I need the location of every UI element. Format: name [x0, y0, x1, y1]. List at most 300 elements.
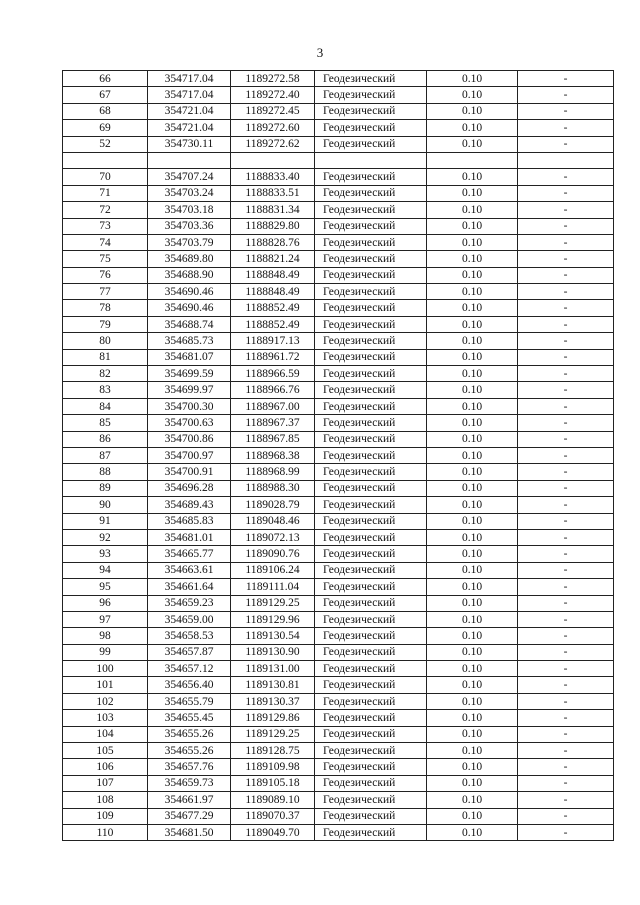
description-cell: - — [518, 726, 614, 742]
description-cell: - — [518, 316, 614, 332]
table-row — [63, 234, 614, 250]
point-number-cell: 87 — [63, 447, 148, 463]
accuracy-cell: 0.10 — [427, 464, 518, 480]
table-row — [63, 152, 614, 168]
table-row — [63, 120, 614, 136]
table-row — [63, 267, 614, 283]
method-cell: Геодезический — [315, 300, 427, 316]
y-coordinate-cell: 1189090.76 — [231, 546, 315, 562]
accuracy-cell: 0.10 — [427, 579, 518, 595]
description-cell: - — [518, 661, 614, 677]
accuracy-cell: 0.10 — [427, 333, 518, 349]
y-coordinate-cell: 1188966.76 — [231, 382, 315, 398]
x-coordinate-cell: 354677.29 — [148, 808, 231, 824]
description-cell: - — [518, 775, 614, 791]
table-row — [63, 185, 614, 201]
point-number-cell: 70 — [63, 169, 148, 185]
accuracy-cell: 0.10 — [427, 431, 518, 447]
description-cell: - — [518, 497, 614, 513]
y-coordinate-cell: 1188967.85 — [231, 431, 315, 447]
method-cell: Геодезический — [315, 169, 427, 185]
point-number-cell: 104 — [63, 726, 148, 742]
point-number-cell: 89 — [63, 480, 148, 496]
description-cell: - — [518, 513, 614, 529]
table-row — [63, 792, 614, 808]
x-coordinate-cell: 354703.79 — [148, 234, 231, 250]
description-cell: - — [518, 431, 614, 447]
accuracy-cell: 0.10 — [427, 726, 518, 742]
point-number-cell: 91 — [63, 513, 148, 529]
y-coordinate-cell: 1188829.80 — [231, 218, 315, 234]
accuracy-cell: 0.10 — [427, 87, 518, 103]
point-number-cell: 71 — [63, 185, 148, 201]
accuracy-cell: 0.10 — [427, 644, 518, 660]
accuracy-cell: 0.10 — [427, 349, 518, 365]
table-row — [63, 628, 614, 644]
point-number-cell: 106 — [63, 759, 148, 775]
method-cell: Геодезический — [315, 87, 427, 103]
description-cell: - — [518, 677, 614, 693]
y-coordinate-cell: 1189105.18 — [231, 775, 315, 791]
accuracy-cell: 0.10 — [427, 480, 518, 496]
point-number-cell: 97 — [63, 611, 148, 627]
point-number-cell: 79 — [63, 316, 148, 332]
accuracy-cell: 0.10 — [427, 120, 518, 136]
point-number-cell: 90 — [63, 497, 148, 513]
y-coordinate-cell: 1188833.51 — [231, 185, 315, 201]
y-coordinate-cell: 1188833.40 — [231, 169, 315, 185]
table-row — [63, 316, 614, 332]
description-cell — [518, 152, 614, 168]
method-cell: Геодезический — [315, 71, 427, 87]
accuracy-cell: 0.10 — [427, 628, 518, 644]
accuracy-cell: 0.10 — [427, 759, 518, 775]
x-coordinate-cell: 354658.53 — [148, 628, 231, 644]
y-coordinate-cell: 1189131.00 — [231, 661, 315, 677]
point-number-cell: 72 — [63, 202, 148, 218]
x-coordinate-cell: 354700.30 — [148, 398, 231, 414]
point-number-cell: 102 — [63, 693, 148, 709]
table-row — [63, 775, 614, 791]
table-row — [63, 579, 614, 595]
method-cell: Геодезический — [315, 644, 427, 660]
y-coordinate-cell: 1188852.49 — [231, 300, 315, 316]
y-coordinate-cell: 1189089.10 — [231, 792, 315, 808]
point-number-cell: 88 — [63, 464, 148, 480]
x-coordinate-cell: 354717.04 — [148, 87, 231, 103]
point-number-cell — [63, 152, 148, 168]
method-cell: Геодезический — [315, 562, 427, 578]
method-cell: Геодезический — [315, 251, 427, 267]
y-coordinate-cell: 1188967.37 — [231, 415, 315, 431]
accuracy-cell: 0.10 — [427, 497, 518, 513]
table-row — [63, 743, 614, 759]
method-cell: Геодезический — [315, 218, 427, 234]
description-cell: - — [518, 447, 614, 463]
x-coordinate-cell: 354659.23 — [148, 595, 231, 611]
method-cell: Геодезический — [315, 447, 427, 463]
accuracy-cell: 0.10 — [427, 382, 518, 398]
x-coordinate-cell: 354699.59 — [148, 366, 231, 382]
method-cell: Геодезический — [315, 743, 427, 759]
x-coordinate-cell: 354685.83 — [148, 513, 231, 529]
table-row — [63, 480, 614, 496]
y-coordinate-cell: 1189130.54 — [231, 628, 315, 644]
method-cell: Геодезический — [315, 497, 427, 513]
y-coordinate-cell: 1188968.99 — [231, 464, 315, 480]
point-number-cell: 107 — [63, 775, 148, 791]
y-coordinate-cell: 1189049.70 — [231, 824, 315, 840]
x-coordinate-cell: 354700.91 — [148, 464, 231, 480]
table-row — [63, 447, 614, 463]
method-cell: Геодезический — [315, 415, 427, 431]
y-coordinate-cell: 1188848.49 — [231, 284, 315, 300]
point-number-cell: 103 — [63, 710, 148, 726]
accuracy-cell: 0.10 — [427, 71, 518, 87]
x-coordinate-cell: 354688.90 — [148, 267, 231, 283]
x-coordinate-cell: 354655.45 — [148, 710, 231, 726]
point-number-cell: 86 — [63, 431, 148, 447]
y-coordinate-cell: 1189130.90 — [231, 644, 315, 660]
method-cell: Геодезический — [315, 333, 427, 349]
y-coordinate-cell: 1188852.49 — [231, 316, 315, 332]
accuracy-cell: 0.10 — [427, 300, 518, 316]
accuracy-cell: 0.10 — [427, 546, 518, 562]
method-cell — [315, 152, 427, 168]
x-coordinate-cell: 354681.07 — [148, 349, 231, 365]
description-cell: - — [518, 693, 614, 709]
page-number: 3 — [316, 45, 324, 60]
method-cell: Геодезический — [315, 267, 427, 283]
description-cell: - — [518, 562, 614, 578]
method-cell: Геодезический — [315, 513, 427, 529]
method-cell: Геодезический — [315, 185, 427, 201]
x-coordinate-cell: 354721.04 — [148, 120, 231, 136]
x-coordinate-cell: 354681.50 — [148, 824, 231, 840]
x-coordinate-cell: 354663.61 — [148, 562, 231, 578]
table-row — [63, 562, 614, 578]
x-coordinate-cell: 354661.64 — [148, 579, 231, 595]
description-cell: - — [518, 808, 614, 824]
y-coordinate-cell: 1189128.75 — [231, 743, 315, 759]
x-coordinate-cell: 354703.36 — [148, 218, 231, 234]
point-number-cell: 84 — [63, 398, 148, 414]
y-coordinate-cell: 1188831.34 — [231, 202, 315, 218]
x-coordinate-cell — [148, 152, 231, 168]
accuracy-cell: 0.10 — [427, 710, 518, 726]
description-cell: - — [518, 169, 614, 185]
point-number-cell: 78 — [63, 300, 148, 316]
table-row — [63, 366, 614, 382]
point-number-cell: 100 — [63, 661, 148, 677]
x-coordinate-cell: 354699.97 — [148, 382, 231, 398]
table-row — [63, 661, 614, 677]
x-coordinate-cell: 354657.87 — [148, 644, 231, 660]
y-coordinate-cell: 1188821.24 — [231, 251, 315, 267]
accuracy-cell: 0.10 — [427, 284, 518, 300]
point-number-cell: 75 — [63, 251, 148, 267]
point-number-cell: 74 — [63, 234, 148, 250]
x-coordinate-cell: 354689.43 — [148, 497, 231, 513]
x-coordinate-cell: 354661.97 — [148, 792, 231, 808]
method-cell: Геодезический — [315, 120, 427, 136]
y-coordinate-cell: 1189106.24 — [231, 562, 315, 578]
method-cell: Геодезический — [315, 628, 427, 644]
y-coordinate-cell: 1188966.59 — [231, 366, 315, 382]
y-coordinate-cell: 1189272.62 — [231, 136, 315, 152]
table-row — [63, 382, 614, 398]
accuracy-cell: 0.10 — [427, 595, 518, 611]
method-cell: Геодезический — [315, 366, 427, 382]
table-row — [63, 726, 614, 742]
x-coordinate-cell: 354703.24 — [148, 185, 231, 201]
accuracy-cell: 0.10 — [427, 792, 518, 808]
method-cell: Геодезический — [315, 546, 427, 562]
description-cell: - — [518, 628, 614, 644]
table-row — [63, 251, 614, 267]
description-cell: - — [518, 480, 614, 496]
accuracy-cell: 0.10 — [427, 398, 518, 414]
point-number-cell: 69 — [63, 120, 148, 136]
point-number-cell: 95 — [63, 579, 148, 595]
y-coordinate-cell: 1189109.98 — [231, 759, 315, 775]
table-row — [63, 300, 614, 316]
method-cell: Геодезический — [315, 808, 427, 824]
point-number-cell: 82 — [63, 366, 148, 382]
x-coordinate-cell: 354681.01 — [148, 529, 231, 545]
method-cell: Геодезический — [315, 464, 427, 480]
x-coordinate-cell: 354685.73 — [148, 333, 231, 349]
table-row — [63, 677, 614, 693]
table-row — [63, 398, 614, 414]
table-row — [63, 513, 614, 529]
description-cell: - — [518, 792, 614, 808]
table-row — [63, 824, 614, 840]
accuracy-cell: 0.10 — [427, 169, 518, 185]
point-number-cell: 76 — [63, 267, 148, 283]
y-coordinate-cell: 1189272.45 — [231, 103, 315, 119]
accuracy-cell: 0.10 — [427, 202, 518, 218]
table-row — [63, 169, 614, 185]
accuracy-cell: 0.10 — [427, 136, 518, 152]
point-number-cell: 108 — [63, 792, 148, 808]
accuracy-cell: 0.10 — [427, 808, 518, 824]
method-cell: Геодезический — [315, 316, 427, 332]
x-coordinate-cell: 354690.46 — [148, 284, 231, 300]
table-row — [63, 202, 614, 218]
description-cell: - — [518, 546, 614, 562]
method-cell: Геодезический — [315, 611, 427, 627]
table-row — [63, 693, 614, 709]
accuracy-cell: 0.10 — [427, 677, 518, 693]
description-cell: - — [518, 120, 614, 136]
y-coordinate-cell: 1188967.00 — [231, 398, 315, 414]
description-cell: - — [518, 333, 614, 349]
description-cell: - — [518, 234, 614, 250]
y-coordinate-cell: 1188828.76 — [231, 234, 315, 250]
table-row — [63, 710, 614, 726]
point-number-cell: 110 — [63, 824, 148, 840]
description-cell: - — [518, 185, 614, 201]
table-row — [63, 546, 614, 562]
y-coordinate-cell: 1189272.60 — [231, 120, 315, 136]
method-cell: Геодезический — [315, 349, 427, 365]
table-row — [63, 431, 614, 447]
x-coordinate-cell: 354665.77 — [148, 546, 231, 562]
y-coordinate-cell: 1189129.25 — [231, 595, 315, 611]
y-coordinate-cell: 1188988.30 — [231, 480, 315, 496]
method-cell: Геодезический — [315, 661, 427, 677]
y-coordinate-cell: 1189130.37 — [231, 693, 315, 709]
description-cell: - — [518, 529, 614, 545]
x-coordinate-cell: 354688.74 — [148, 316, 231, 332]
y-coordinate-cell: 1189111.04 — [231, 579, 315, 595]
point-number-cell: 52 — [63, 136, 148, 152]
method-cell: Геодезический — [315, 579, 427, 595]
description-cell: - — [518, 595, 614, 611]
point-number-cell: 98 — [63, 628, 148, 644]
x-coordinate-cell: 354659.00 — [148, 611, 231, 627]
table-row — [63, 349, 614, 365]
table-row — [63, 529, 614, 545]
x-coordinate-cell: 354717.04 — [148, 71, 231, 87]
method-cell: Геодезический — [315, 398, 427, 414]
accuracy-cell: 0.10 — [427, 267, 518, 283]
point-number-cell: 93 — [63, 546, 148, 562]
point-number-cell: 68 — [63, 103, 148, 119]
description-cell: - — [518, 284, 614, 300]
accuracy-cell: 0.10 — [427, 415, 518, 431]
method-cell: Геодезический — [315, 284, 427, 300]
point-number-cell: 77 — [63, 284, 148, 300]
accuracy-cell: 0.10 — [427, 775, 518, 791]
method-cell: Геодезический — [315, 202, 427, 218]
description-cell: - — [518, 87, 614, 103]
y-coordinate-cell: 1189070.37 — [231, 808, 315, 824]
description-cell: - — [518, 136, 614, 152]
x-coordinate-cell: 354700.86 — [148, 431, 231, 447]
point-number-cell: 92 — [63, 529, 148, 545]
table-row — [63, 103, 614, 119]
accuracy-cell: 0.10 — [427, 693, 518, 709]
method-cell: Геодезический — [315, 775, 427, 791]
accuracy-cell: 0.10 — [427, 562, 518, 578]
accuracy-cell: 0.10 — [427, 103, 518, 119]
description-cell: - — [518, 202, 614, 218]
x-coordinate-cell: 354703.18 — [148, 202, 231, 218]
description-cell: - — [518, 710, 614, 726]
description-cell: - — [518, 300, 614, 316]
table-row — [63, 595, 614, 611]
description-cell: - — [518, 415, 614, 431]
point-number-cell: 80 — [63, 333, 148, 349]
method-cell: Геодезический — [315, 792, 427, 808]
table-row — [63, 808, 614, 824]
y-coordinate-cell: 1188917.13 — [231, 333, 315, 349]
method-cell: Геодезический — [315, 480, 427, 496]
x-coordinate-cell: 354730.11 — [148, 136, 231, 152]
accuracy-cell: 0.10 — [427, 824, 518, 840]
accuracy-cell: 0.10 — [427, 447, 518, 463]
y-coordinate-cell: 1188848.49 — [231, 267, 315, 283]
x-coordinate-cell: 354655.26 — [148, 743, 231, 759]
accuracy-cell: 0.10 — [427, 251, 518, 267]
table-row — [63, 71, 614, 87]
method-cell: Геодезический — [315, 234, 427, 250]
y-coordinate-cell: 1189272.40 — [231, 87, 315, 103]
table-row — [63, 333, 614, 349]
point-number-cell: 85 — [63, 415, 148, 431]
description-cell: - — [518, 267, 614, 283]
coordinates-table — [62, 70, 614, 841]
y-coordinate-cell: 1189129.86 — [231, 710, 315, 726]
table-row — [63, 218, 614, 234]
description-cell: - — [518, 382, 614, 398]
table-row — [63, 87, 614, 103]
description-cell: - — [518, 611, 614, 627]
y-coordinate-cell: 1188961.72 — [231, 349, 315, 365]
method-cell: Геодезический — [315, 382, 427, 398]
description-cell: - — [518, 398, 614, 414]
description-cell: - — [518, 103, 614, 119]
method-cell: Геодезический — [315, 726, 427, 742]
accuracy-cell: 0.10 — [427, 513, 518, 529]
method-cell: Геодезический — [315, 431, 427, 447]
method-cell: Геодезический — [315, 693, 427, 709]
description-cell: - — [518, 743, 614, 759]
table-row — [63, 611, 614, 627]
accuracy-cell: 0.10 — [427, 529, 518, 545]
y-coordinate-cell — [231, 152, 315, 168]
accuracy-cell — [427, 152, 518, 168]
point-number-cell: 94 — [63, 562, 148, 578]
description-cell: - — [518, 349, 614, 365]
method-cell: Геодезический — [315, 136, 427, 152]
accuracy-cell: 0.10 — [427, 218, 518, 234]
table-row — [63, 464, 614, 480]
x-coordinate-cell: 354656.40 — [148, 677, 231, 693]
x-coordinate-cell: 354655.26 — [148, 726, 231, 742]
table-row — [63, 136, 614, 152]
point-number-cell: 96 — [63, 595, 148, 611]
point-number-cell: 101 — [63, 677, 148, 693]
point-number-cell: 73 — [63, 218, 148, 234]
x-coordinate-cell: 354696.28 — [148, 480, 231, 496]
y-coordinate-cell: 1189272.58 — [231, 71, 315, 87]
method-cell: Геодезический — [315, 677, 427, 693]
description-cell: - — [518, 824, 614, 840]
x-coordinate-cell: 354689.80 — [148, 251, 231, 267]
y-coordinate-cell: 1189028.79 — [231, 497, 315, 513]
description-cell: - — [518, 579, 614, 595]
point-number-cell: 105 — [63, 743, 148, 759]
y-coordinate-cell: 1189129.96 — [231, 611, 315, 627]
x-coordinate-cell: 354657.76 — [148, 759, 231, 775]
method-cell: Геодезический — [315, 824, 427, 840]
x-coordinate-cell: 354657.12 — [148, 661, 231, 677]
x-coordinate-cell: 354659.73 — [148, 775, 231, 791]
description-cell: - — [518, 759, 614, 775]
description-cell: - — [518, 644, 614, 660]
accuracy-cell: 0.10 — [427, 366, 518, 382]
description-cell: - — [518, 251, 614, 267]
table-row — [63, 759, 614, 775]
point-number-cell: 109 — [63, 808, 148, 824]
point-number-cell: 99 — [63, 644, 148, 660]
method-cell: Геодезический — [315, 103, 427, 119]
table-row — [63, 644, 614, 660]
point-number-cell: 66 — [63, 71, 148, 87]
